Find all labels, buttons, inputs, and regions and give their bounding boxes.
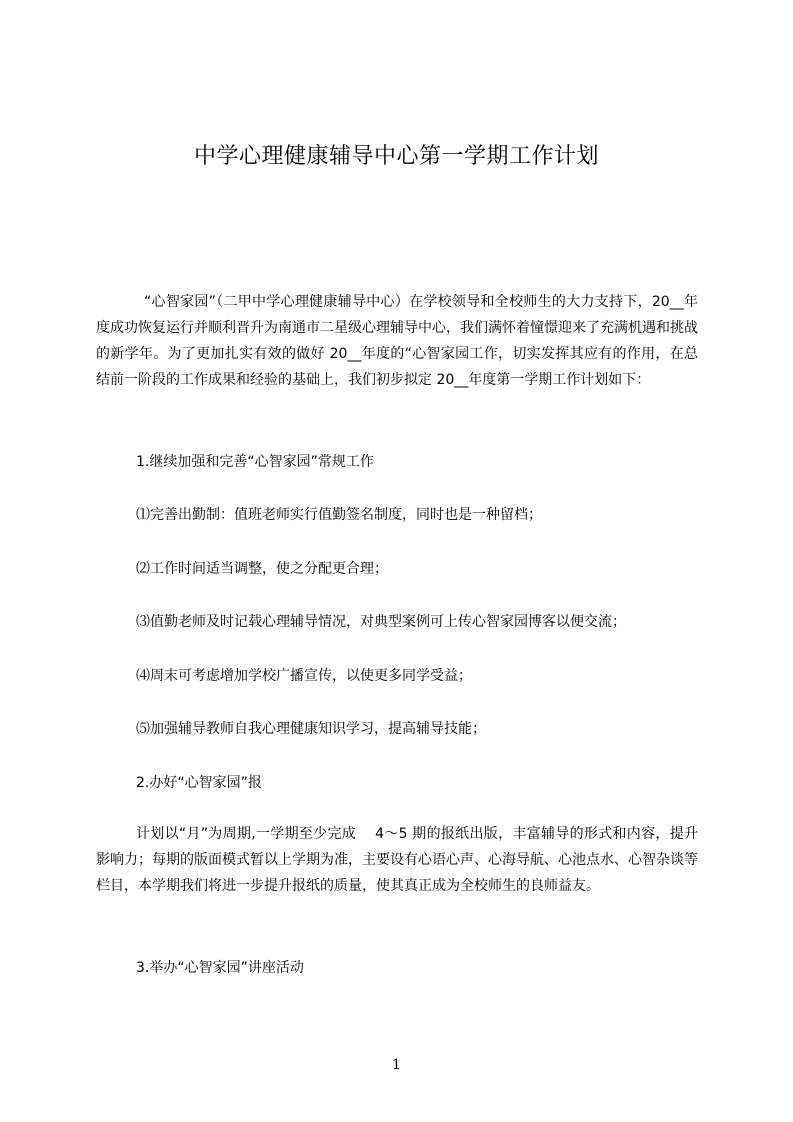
section-1-item-2: ⑵工作时间适当调整，使之分配更合理； <box>136 561 388 577</box>
document-title: 中学心理健康辅导中心第一学期工作计划 <box>193 144 599 169</box>
section-1-item-5: ⑸加强辅导教师自我心理健康知识学习，提高辅导技能； <box>136 721 486 737</box>
section-3-heading: 3.举办“心智家园”讲座活动 <box>136 960 304 976</box>
section-2-heading: 2.办好“心智家园”报 <box>136 775 262 791</box>
page-number: 1 <box>392 1057 401 1073</box>
section-1-item-3: ⑶值勤老师及时记载心理辅导情况，对典型案例可上传心智家园博客以便交流； <box>136 614 626 630</box>
section-1-item-4: ⑷周末可考虑增加学校广播宣传，以使更多同学受益； <box>136 668 472 684</box>
section-1-item-1: ⑴完善出勤制：值班老师实行值勤签名制度，同时也是一种留档； <box>136 507 542 523</box>
section-1-heading: 1.继续加强和完善“心智家园”常规工作 <box>136 454 374 470</box>
section-2-paragraph: 计划以“月”为周期,一学期至少完成 4～5 期的报纸出版，丰富辅导的形式和内容，提升影响力；每期的版面模式暂以上学期为准，主要设有心语心声、心海导航、心池点水、心智杂谈等栏目，本学期我们将进一步提升报纸的质量，使其真正成为全校师生的良师益友。 <box>96 826 698 894</box>
intro-paragraph: “心智家园”（二甲中学心理健康辅导中心）在学校领导和全校师生的大力支持下，20__年度成功恢复运行并顺利晋升为南通市二星级心理辅导中心，我们满怀着憧憬迎来了充满机遇和挑战的新学年。为了更加扎实有效的做好 20__年度的“心智家园工作，切实发挥其应有的作用，在总结前一阶段的工作成果和经验的基础上，我们初步拟定 20__年度第一学期工作计划如下： <box>96 294 698 388</box>
